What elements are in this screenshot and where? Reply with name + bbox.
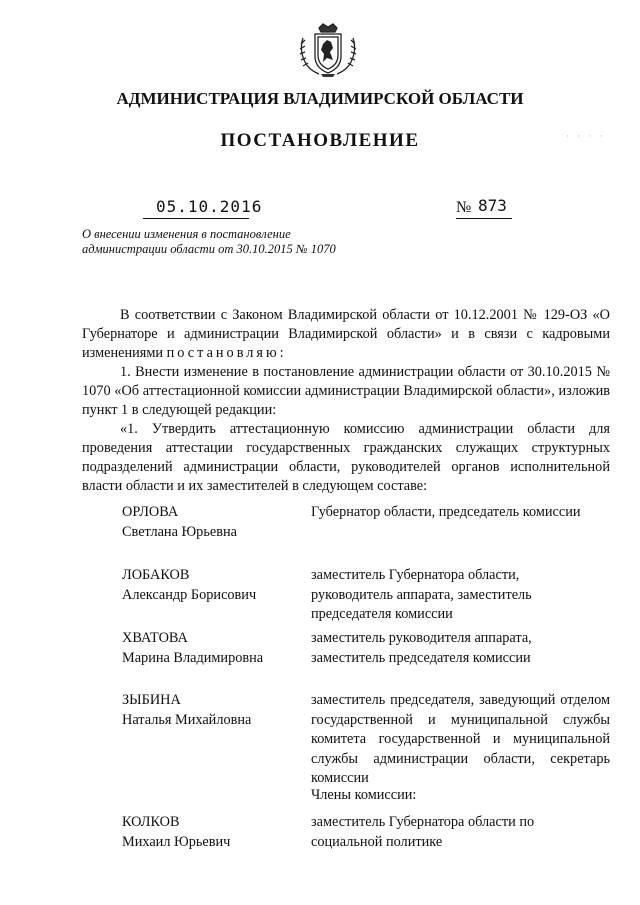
member-role-line: заместитель руководителя аппарата, [311, 630, 532, 646]
number-underline [456, 218, 512, 219]
document-number: 873 [478, 196, 507, 215]
body-paragraph-1-text: В соответствии с Законом Владимирской области от 10.12.2001 № 129-ОЗ «О Губернаторе и администрации Владимирской области» и в связи с кадровыми изменениями [82, 307, 610, 361]
resolve-word: постановляю: [166, 345, 287, 361]
member-name-block [122, 503, 237, 542]
member-role [311, 566, 610, 625]
member-role-text: заместитель председателя, заведующий отделом государственной и муниципальной службы комитета государственной и муниципальной службы администрации области, секретарь комиссии [311, 692, 610, 786]
member-given-names: Марина Владимировна [122, 649, 264, 666]
member-given-names: Светлана Юрьевна [122, 523, 237, 540]
member-given-names: Наталья Михайловна [122, 711, 252, 728]
member-surname: ЗЫБИНА [122, 692, 181, 708]
number-label: № [456, 199, 472, 216]
member-given-names: Александр Борисович [122, 586, 257, 603]
member-role [311, 503, 610, 523]
member-role-line: председателя комиссии [311, 606, 453, 622]
member-name-block [122, 813, 230, 852]
body-paragraph-3: «1. Утвердить аттестационную комиссию администрации области для проведения аттестации государственных гражданских служащих структурных подразделений администрации области, руководителей органов исполнительной власти области и их заместителей в следующем составе: [82, 421, 610, 494]
member-role-line: руководитель аппарата, заместитель [311, 586, 532, 603]
member-name-block [122, 691, 251, 730]
member-surname: ХВАТОВА [122, 630, 188, 646]
member-role-line: заместитель председателя комиссии [311, 649, 531, 666]
document-subject [82, 227, 336, 256]
member-role [311, 629, 610, 668]
member-role-line: заместитель Губернатора области, [311, 567, 520, 583]
member-role [311, 813, 610, 852]
member-surname: ОРЛОВА [122, 504, 179, 520]
document-date: 05.10.2016 [156, 197, 263, 216]
member-name-block [122, 566, 256, 605]
body-paragraph-2: 1. Внести изменение в постановление администрации области от 30.10.2015 № 1070 «Об аттестационной комиссии администрации Владимирской области», изложив пункт 1 в следующей редакции: [82, 364, 610, 418]
member-role-text: Губернатор области, председатель комиссии [311, 504, 581, 520]
organization-title: АДМИНИСТРАЦИЯ ВЛАДИМИРСКОЙ ОБЛАСТИ [116, 89, 524, 108]
subject-line-2: администрации области от 30.10.2015 № 1070 [82, 241, 336, 256]
member-name-block [122, 629, 263, 668]
member-surname: ЛОБАКОВ [122, 567, 190, 583]
coat-of-arms-emblem [297, 22, 359, 78]
members-label: Члены комиссии: [311, 787, 417, 803]
member-surname: КОЛКОВ [122, 814, 180, 830]
scan-artifact: · · · · [566, 131, 606, 141]
member-role-line: социальной политике [311, 833, 443, 850]
date-underline [143, 218, 249, 219]
member-given-names: Михаил Юрьевич [122, 833, 231, 850]
document-body [82, 306, 610, 496]
subject-line-1: О внесении изменения в постановление [82, 227, 291, 241]
member-role [311, 691, 610, 789]
body-paragraph-1 [82, 306, 610, 363]
document-type-title: ПОСТАНОВЛЕНИЕ [220, 130, 420, 151]
member-role-line: заместитель Губернатора области по [311, 814, 535, 830]
